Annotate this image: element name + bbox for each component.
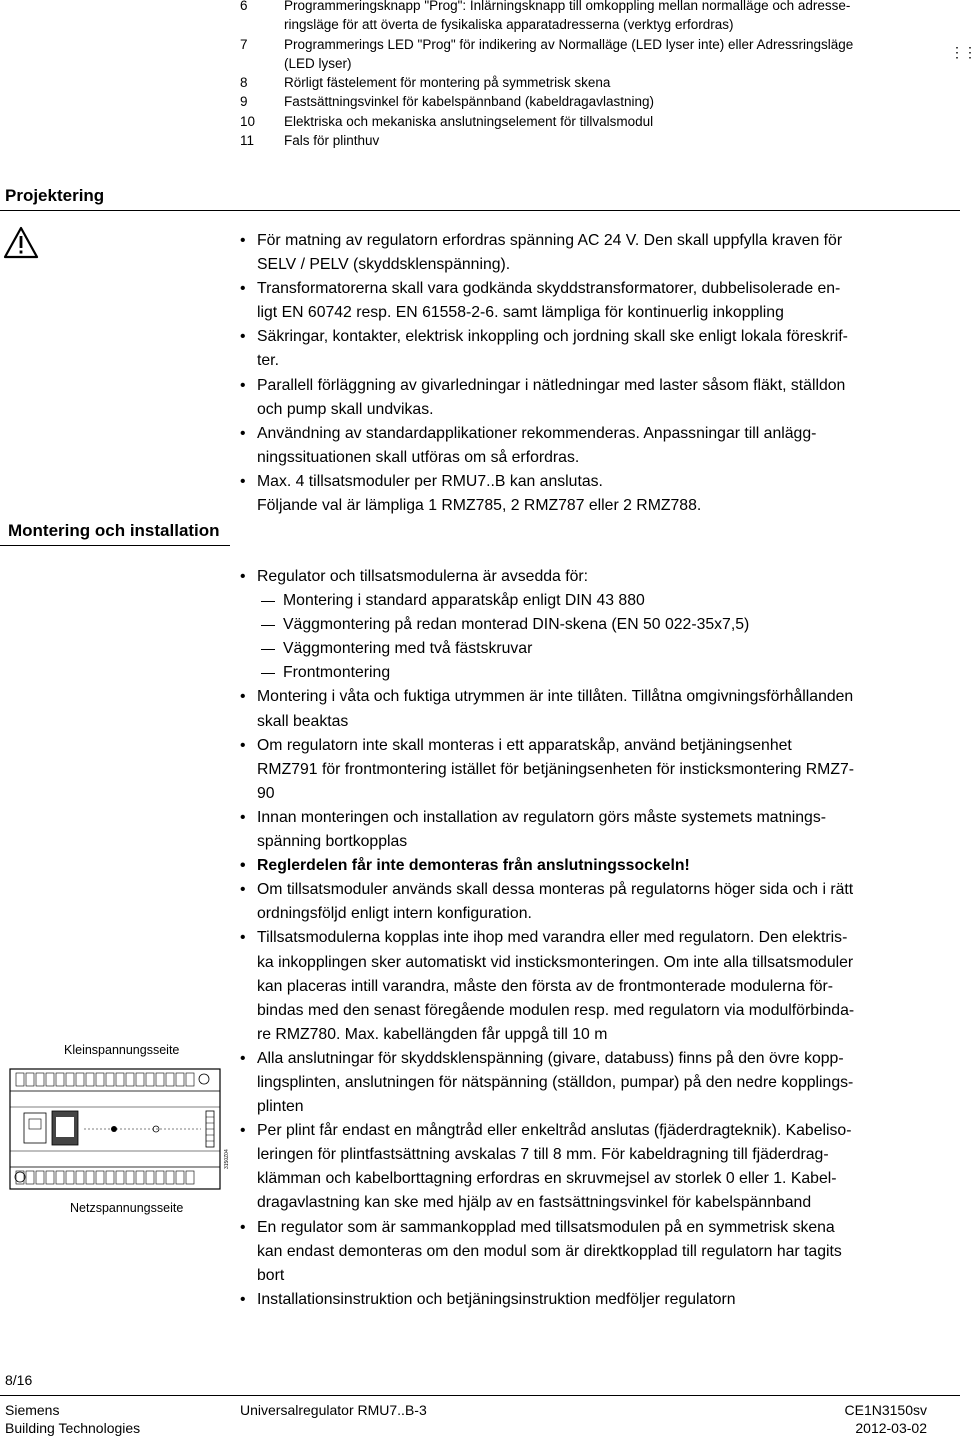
list-item: • En regulator som är sammankopplad med tillsatsmodulen på en symmetrisk skena kan endast demonteras om den modul som är direktkopplad till regulatorn har tagits bort	[240, 1216, 940, 1288]
list-item: • Max. 4 tillsatsmoduler per RMU7..B kan anslutas. Följande val är lämpliga 1 RMZ785, 2 RMZ787 eller 2 RMZ788.	[240, 470, 940, 518]
list-item: • Säkringar, kontakter, elektrisk inkoppling och jordning skall ske enligt lokala föreskrif- ter.	[240, 325, 940, 373]
list-item: • Installationsinstruktion och betjäningsinstruktion medföljer regulatorn	[240, 1288, 940, 1312]
page-number: 8/16	[5, 1372, 33, 1388]
footer-product: Universalregulator RMU7..B-3	[240, 1402, 427, 1418]
list-item: • Om tillsatsmoduler används skall dessa monteras på regulatorns höger sida och i rätt ordningsföljd enligt intern konfiguration.	[240, 878, 940, 926]
list-item: • Montering i våta och fuktiga utrymmen är inte tillåten. Tillåtna omgivningsförhållanden skall beaktas	[240, 685, 940, 733]
footer-divider	[0, 1395, 960, 1396]
list-item: • Transformatorerna skall vara godkända skyddstransformatorer, dubbelisolerade en- ligt EN 60742 resp. EN 61558-2-6. samt lämpliga för kontinuerlig inkoppling	[240, 277, 940, 325]
footer-date: 2012-03-02	[855, 1420, 927, 1436]
edge-marker: ⋮⋮	[950, 44, 976, 60]
controller-drawing	[6, 1065, 230, 1195]
montering-list	[240, 565, 940, 1312]
list-item: • Om regulatorn inte skall monteras i ett apparatskåp, använd betjäningsenhet RMZ791 för frontmontering istället för betjäningsenheten för insticksmontering RMZ7- 90	[240, 734, 940, 806]
list-item: 8 Rörligt fästelement för montering på symmetrisk skena	[240, 75, 611, 91]
list-item: • Parallell förläggning av givarledningar i nätledningar med laster såsom fläkt, ställdon och pump skall undvikas.	[240, 374, 940, 422]
numbered-list	[240, 0, 940, 150]
list-item: • Tillsatsmodulerna kopplas inte ihop med varandra eller med regulatorn. Den elektris- ka inkopplingen sker automatiskt vid insticksmonteringen. Om inte alla tillsatsmoduler kan placeras intill varandra, måste den första av de frontmonterade modulerna för- bindas med den senast föregående modulen resp. med regulatorn via modulförbinda- re RMZ780. Max. kabellängden får uppgå till 10 m	[240, 926, 940, 1046]
diagram-label-bottom: Netzspannungsseite	[70, 1201, 184, 1215]
footer-division: Building Technologies	[5, 1420, 141, 1436]
footer-doc-id: CE1N3150sv	[844, 1402, 927, 1418]
dash-item: Montering i standard apparatskåp enligt DIN 43 880	[240, 589, 940, 613]
list-item: • Alla anslutningar för skyddsklenspänning (givare, databuss) finns på den övre kopp- lingsplinten, anslutningen för nätspänning (ställdon, pumpar) på den nedre kopplings- plinten	[240, 1047, 940, 1119]
section-title-projektering: Projektering	[5, 186, 105, 205]
dash-item: Frontmontering	[240, 661, 940, 685]
controller-terminal-diagram	[6, 1035, 230, 1221]
section-divider	[0, 210, 960, 211]
list-item: 9 Fastsättningsvinkel för kabelspännband (kabeldragavlastning)	[240, 94, 654, 110]
list-item: • Användning av standardapplikationer rekommenderas. Anpassningar till anlägg- ningssituationen skall utföras om så erfordras.	[240, 422, 940, 470]
warning-icon	[3, 226, 39, 259]
list-item: • För matning av regulatorn erfordras spänning AC 24 V. Den skall uppfylla kraven för SELV / PELV (skyddsklenspänning).	[240, 229, 940, 277]
dash-item: Väggmontering med två fästskruvar	[240, 637, 940, 661]
projektering-list	[240, 229, 940, 518]
list-item: • Regulator och tillsatsmodulerna är avsedda för:	[240, 565, 940, 589]
list-item: 10 Elektriska och mekaniska anslutningselement för tillvalsmodul	[240, 113, 654, 129]
diagram-label-top: Kleinspannungsseite	[64, 1043, 180, 1057]
list-item: 7 Programmerings LED "Prog" för indikering av Normalläge (LED lyser inte) eller Adressringsläge (LED lyser)	[240, 36, 854, 71]
list-item: • Reglerdelen får inte demonteras från anslutningssockeln!	[240, 854, 940, 878]
list-item: 11 Fals för plinthuv	[240, 133, 380, 149]
footer-company: Siemens	[5, 1402, 60, 1418]
diagram-code: 3150Z04	[224, 1149, 230, 1169]
list-item: • Per plint får endast en mångtråd eller enkeltråd anslutas (fjäderdragteknik). Kabeliso- leringen för plintfastsättning avskalas 7 till 8 mm. För kabeldragning till fjäderdrag- klämman och kabelborttagning erfordras en skruvmejsel av storlek 0 eller 1. Kabel- dragavlastning kan ske med hjälp av en fastsättningsvinkel för kabelspännband	[240, 1119, 940, 1215]
dash-item: Väggmontering på redan monterad DIN-skena (EN 50 022-35x7,5)	[240, 613, 940, 637]
list-item: 6 Programmeringsknapp "Prog": Inlärningsknapp till omkoppling mellan normalläge och adresse- ringsläge för att överta de fysikaliska apparatadresserna (verktyg erfordras)	[240, 0, 851, 33]
section-divider	[0, 545, 230, 546]
section-title-montering: Montering och installation	[8, 521, 220, 540]
list-item: • Innan monteringen och installation av regulatorn görs måste systemets matnings- spänning bortkopplas	[240, 806, 940, 854]
